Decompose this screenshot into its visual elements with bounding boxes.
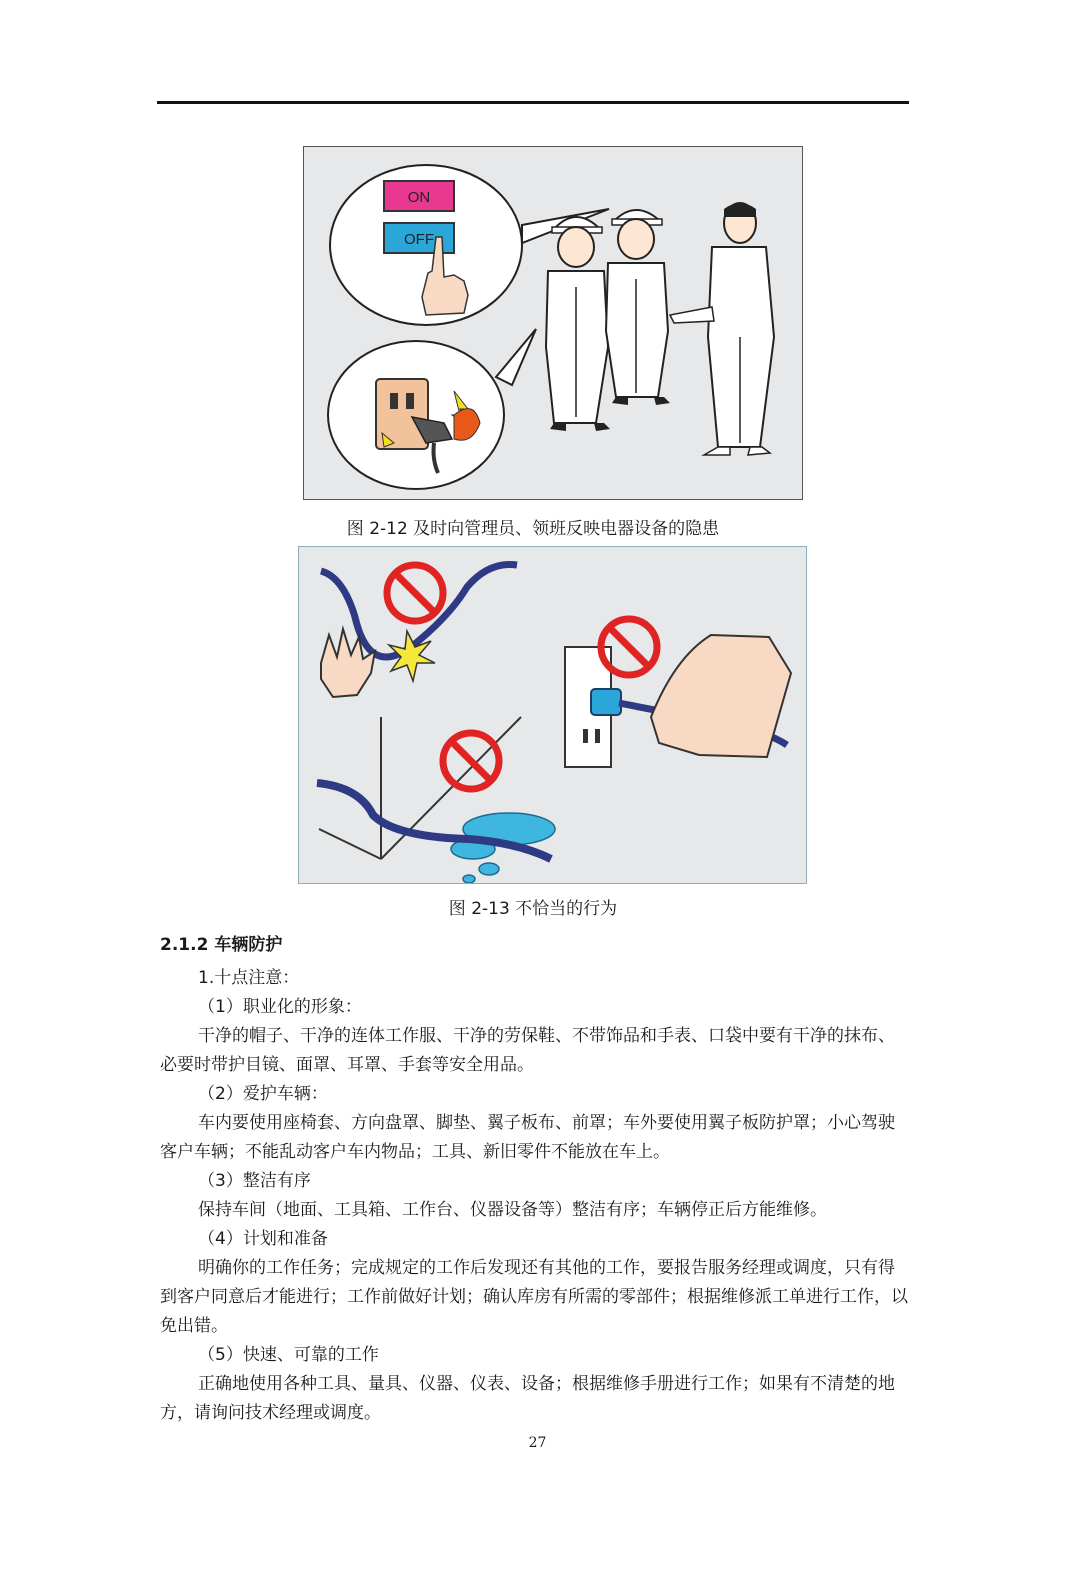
item-body-professional-image: 干净的帽子、干净的连体工作服、干净的劳保鞋、不带饰品和手表、口袋中要有干净的抹布、必要时带护目镜、面罩、耳罩、手套等安全用品。 [160, 1026, 895, 1075]
item-heading-professional-image: （1）职业化的形象： [198, 997, 362, 1017]
worker-1-icon [546, 217, 610, 431]
plug-icon [591, 689, 621, 715]
worker-2-icon [606, 210, 670, 405]
section-title: 2.1.2 车辆防护 [160, 935, 283, 955]
page-number: 27 [528, 1435, 547, 1451]
figure-caption-2-13: 图 2-13 不恰当的行为 [448, 899, 618, 919]
water-puddle-icon [451, 813, 555, 883]
pulling-hand-icon [651, 635, 791, 757]
item-heading-orderly: （3）整洁有序 [198, 1171, 311, 1191]
list-heading: 1.十点注意： [198, 968, 300, 988]
svg-text:OFF: OFF [404, 231, 434, 248]
off-button [384, 223, 454, 253]
item-body-orderly: 保持车间（地面、工具箱、工作台、仪器设备等）整洁有序；车辆停正后方能维修。 [198, 1200, 827, 1220]
item-body-plan: 明确你的工作任务；完成规定的工作后发现还有其他的工作，要报告服务经理或调度，只有得到客户同意后才能进行；工作前做好计划；确认库房有所需的零部件；根据维修派工单进行工作，以免出错。 [160, 1258, 908, 1336]
on-button [384, 181, 454, 211]
item-heading-plan: （4）计划和准备 [198, 1229, 328, 1249]
hand-icon [321, 629, 375, 697]
item-heading-care-vehicle: （2）爱护车辆： [198, 1084, 328, 1104]
item-body-care-vehicle: 车内要使用座椅套、方向盘罩、脚垫、翼子板布、前罩；车外要使用翼子板防护罩；小心驾驶客户车辆；不能乱动客户车内物品；工具、新旧零件不能放在车上。 [160, 1113, 895, 1162]
header-rule [157, 101, 909, 104]
item-body-reliable-work: 正确地使用各种工具、量具、仪器、仪表、设备；根据维修手册进行工作；如果有不清楚的地方，请询问技术经理或调度。 [160, 1374, 895, 1423]
item-heading-reliable-work: （5）快速、可靠的工作 [198, 1345, 379, 1365]
figure-electrical-hazard-report [303, 146, 803, 500]
callout-pointer-lower [496, 329, 536, 385]
prohibit-sign-icon [387, 565, 443, 621]
figure-improper-behavior [298, 546, 807, 884]
damaged-cable-icon [321, 564, 517, 657]
svg-text:ON: ON [407, 189, 431, 206]
figure-caption-2-12: 图 2-12 及时向管理员、领班反映电器设备的隐患 [346, 519, 720, 539]
prohibit-sign-icon [443, 733, 499, 789]
manager-icon [670, 203, 774, 455]
